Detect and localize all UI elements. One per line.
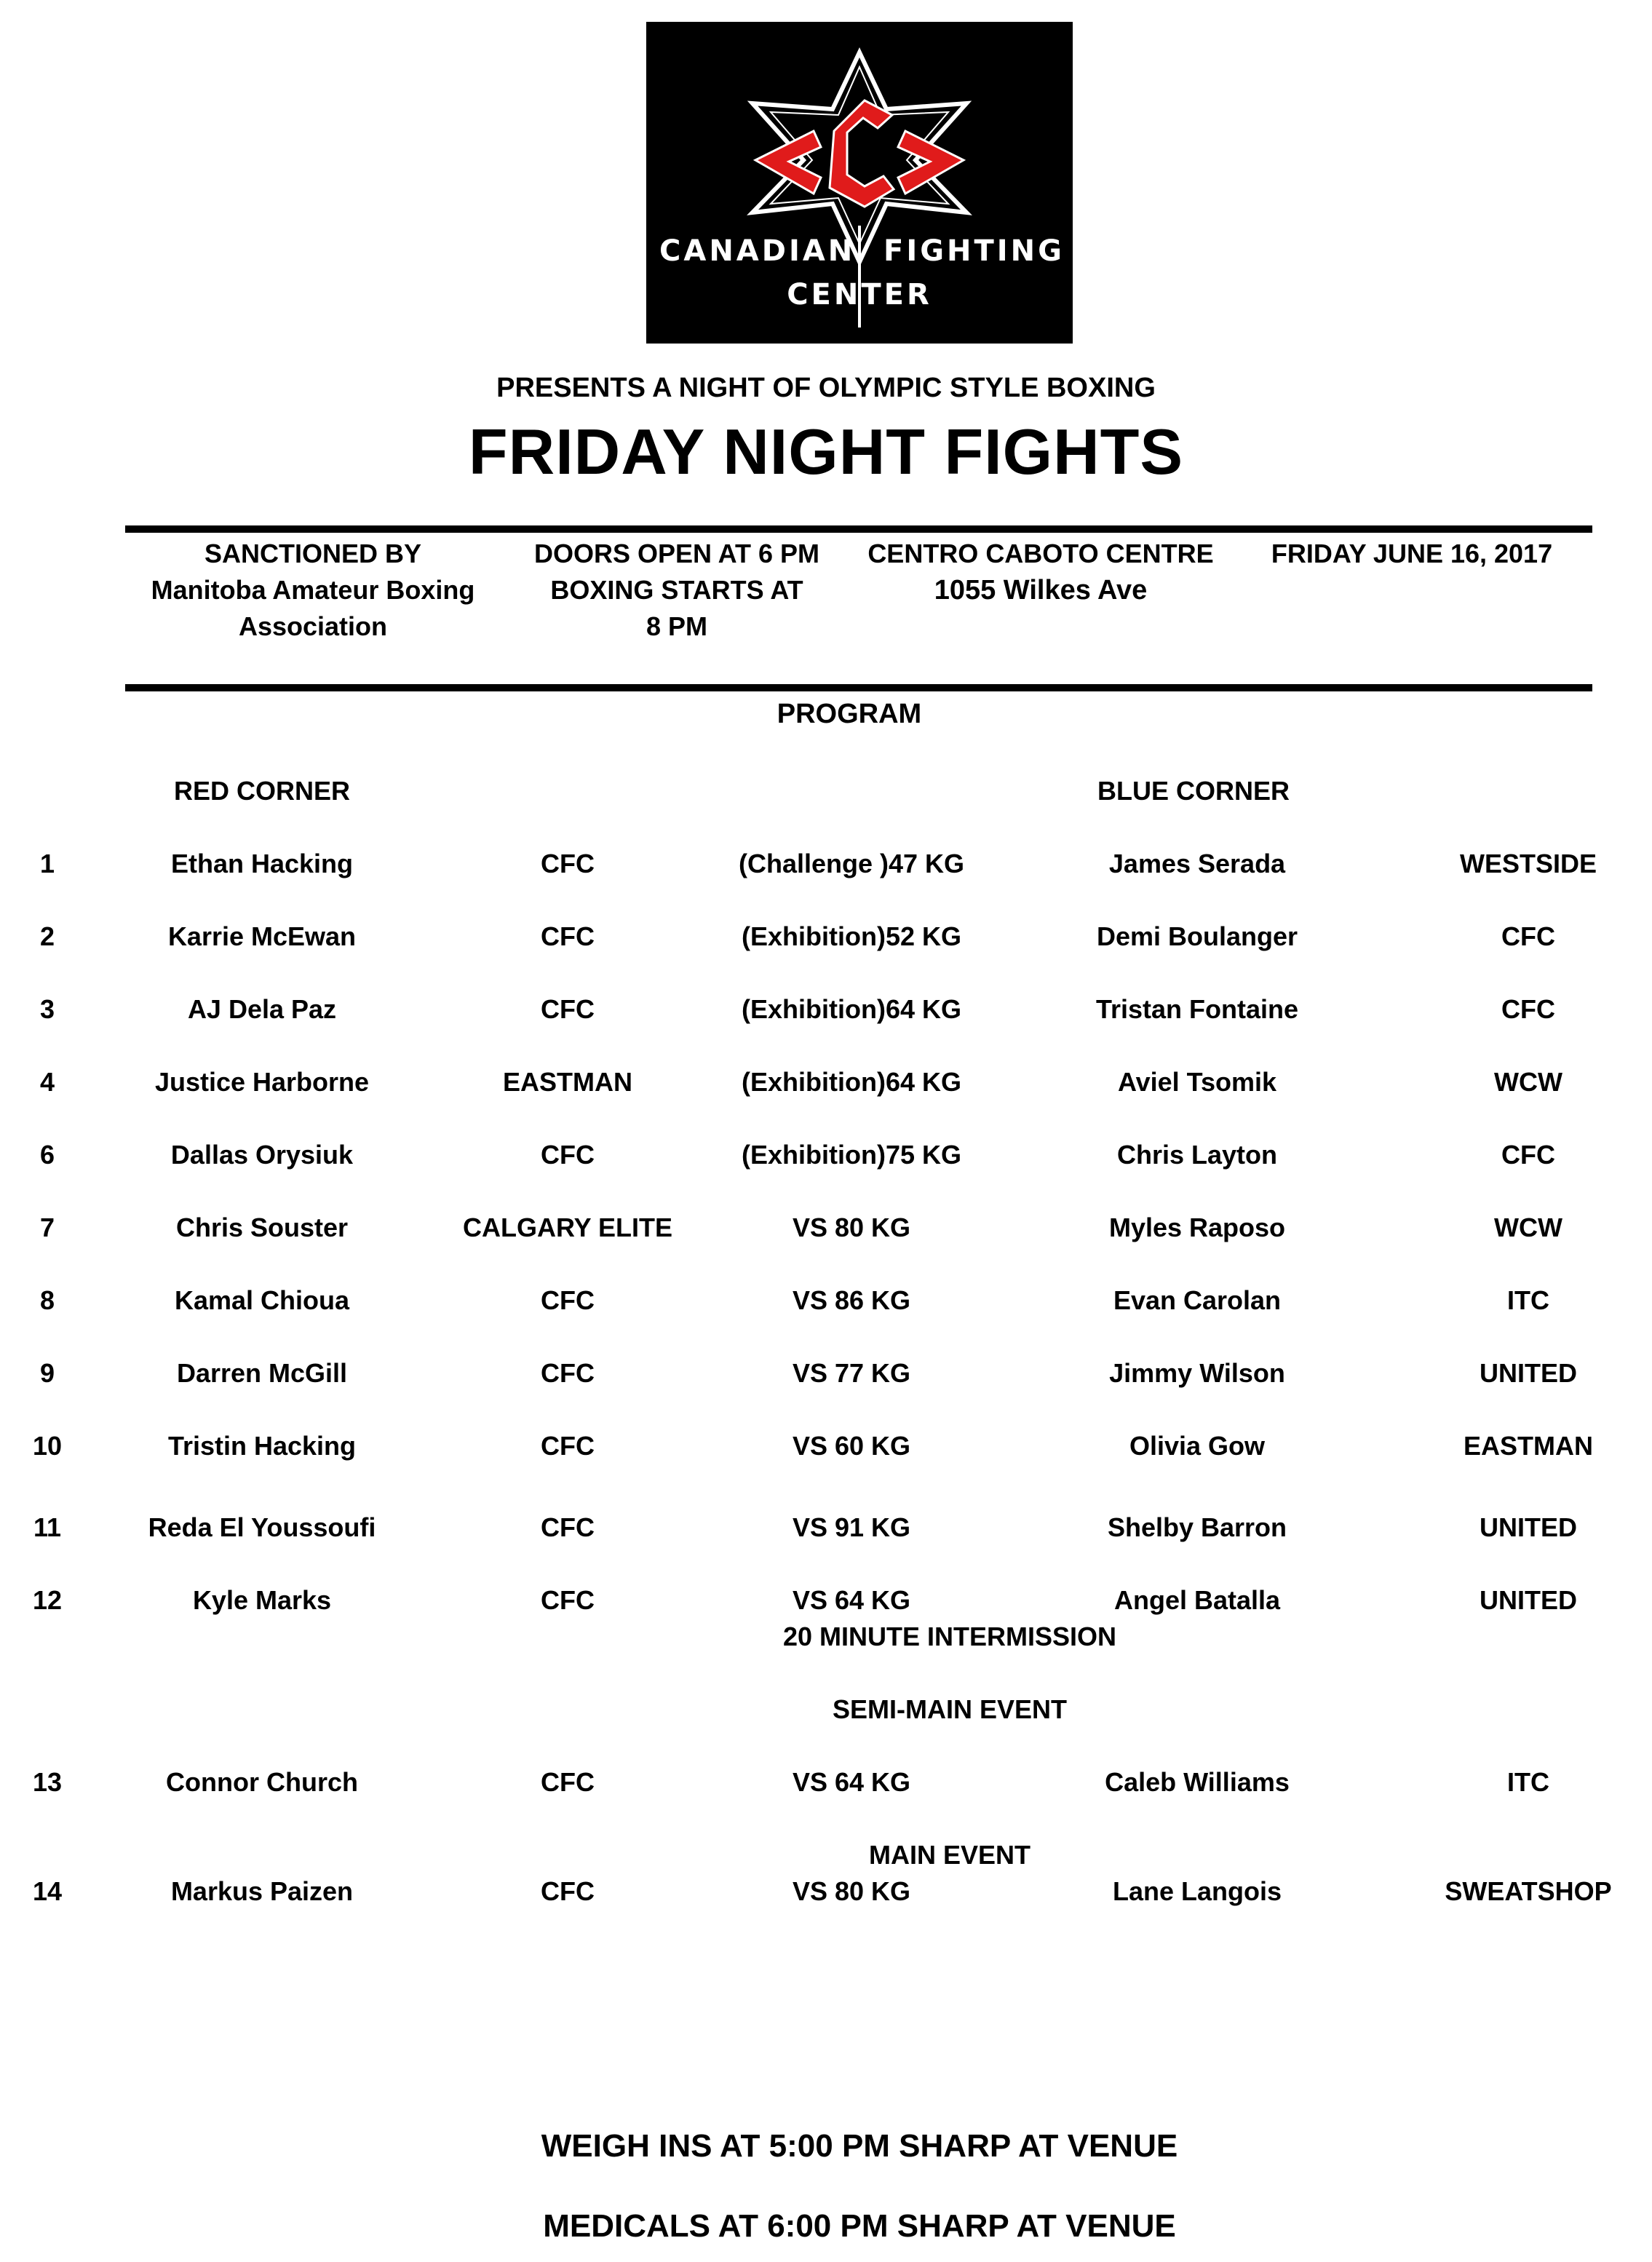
- bout-row: [0, 1213, 1652, 1249]
- bout-row: [0, 1358, 1652, 1394]
- bout-number: 14: [32, 1876, 63, 1906]
- red-fighter: Kamal Chioua: [174, 1285, 350, 1315]
- bout-number: 6: [39, 1140, 55, 1170]
- red-club: CFC: [541, 1358, 595, 1388]
- bout-weight: VS 64 KG: [792, 1767, 911, 1797]
- red-fighter: Kyle Marks: [192, 1585, 332, 1615]
- bout-row: [0, 849, 1652, 885]
- bout-weight: VS 60 KG: [792, 1431, 911, 1461]
- bout-number: 10: [32, 1431, 63, 1461]
- venue-name: CENTRO CABOTO CENTRE: [867, 539, 1214, 568]
- red-fighter: Dallas Orysiuk: [170, 1140, 354, 1170]
- red-fighter: Markus Paizen: [170, 1876, 354, 1906]
- bout-number: 12: [32, 1585, 63, 1615]
- bout-number: 11: [33, 1512, 62, 1542]
- bout-row: [0, 994, 1652, 1031]
- bout-number: 8: [39, 1285, 55, 1315]
- blue-club: WCW: [1494, 1213, 1562, 1242]
- main-event-label: MAIN EVENT: [868, 1840, 1030, 1870]
- sanctioned-line-3: Association: [238, 611, 388, 641]
- blue-club: UNITED: [1480, 1358, 1577, 1388]
- red-club: CFC: [541, 1140, 595, 1170]
- weigh-ins-note: WEIGH INS AT 5:00 PM SHARP AT VENUE: [541, 2128, 1178, 2164]
- blue-fighter: Caleb Williams: [1105, 1767, 1290, 1797]
- bout-weight: (Exhibition)64 KG: [741, 994, 961, 1024]
- top-divider: [125, 525, 1592, 533]
- blue-club: CFC: [1501, 994, 1555, 1024]
- blue-club: ITC: [1507, 1767, 1549, 1797]
- bout-row: [0, 1585, 1652, 1622]
- red-club: CFC: [541, 1767, 595, 1797]
- bout-row: [0, 1140, 1652, 1176]
- bout-weight: VS 64 KG: [792, 1585, 911, 1615]
- semi-main-row: [0, 1767, 1652, 1803]
- red-club: CFC: [541, 921, 595, 951]
- blue-fighter: Myles Raposo: [1108, 1213, 1286, 1242]
- red-fighter: Connor Church: [166, 1767, 358, 1797]
- program-heading: PROGRAM: [777, 699, 922, 729]
- blue-club: CFC: [1501, 921, 1555, 951]
- venue-address: 1055 Wilkes Ave: [934, 575, 1148, 606]
- red-fighter: Darren McGill: [176, 1358, 348, 1388]
- red-fighter: Ethan Hacking: [170, 849, 354, 878]
- bout-row: [0, 921, 1652, 958]
- bout-row: [0, 1431, 1652, 1467]
- doors-block: [509, 536, 844, 645]
- doors-line-1: DOORS OPEN AT 6 PM: [533, 539, 820, 568]
- doors-line-3: 8 PM: [646, 611, 708, 641]
- bout-weight: (Challenge )47 KG: [738, 849, 965, 878]
- bout-number: 7: [39, 1213, 55, 1242]
- bout-number: 4: [39, 1067, 55, 1097]
- bout-weight: VS 77 KG: [792, 1358, 911, 1388]
- logo-text-fighting: FIGHTING: [883, 234, 1065, 268]
- red-club: CFC: [541, 1876, 595, 1906]
- blue-club: SWEATSHOP: [1445, 1876, 1612, 1906]
- event-date: FRIDAY JUNE 16, 2017: [1271, 539, 1553, 568]
- blue-fighter: Angel Batalla: [1113, 1585, 1281, 1615]
- blue-fighter: James Serada: [1108, 849, 1286, 878]
- blue-fighter: Olivia Gow: [1129, 1431, 1266, 1461]
- sanctioned-line-2: Manitoba Amateur Boxing: [151, 575, 475, 605]
- blue-club: WESTSIDE: [1459, 849, 1597, 878]
- blue-fighter: Lane Langois: [1112, 1876, 1282, 1906]
- blue-club: WCW: [1494, 1067, 1562, 1097]
- red-fighter: Chris Souster: [175, 1213, 349, 1242]
- bout-number: 13: [32, 1767, 63, 1797]
- red-fighter: Reda El Youssoufi: [148, 1512, 376, 1542]
- bottom-divider: [125, 684, 1592, 691]
- red-club: CFC: [541, 1431, 595, 1461]
- medicals-note: MEDICALS AT 6:00 PM SHARP AT VENUE: [543, 2208, 1176, 2244]
- red-club: CFC: [541, 994, 595, 1024]
- red-fighter: AJ Dela Paz: [187, 994, 337, 1024]
- sanctioned-line-1: SANCTIONED BY: [204, 539, 422, 568]
- blue-fighter: Demi Boulanger: [1096, 921, 1298, 951]
- semi-main-label: SEMI-MAIN EVENT: [832, 1694, 1067, 1724]
- bout-number: 9: [39, 1358, 55, 1388]
- main-event-row: [0, 1876, 1652, 1913]
- sanctioned-block: [124, 536, 502, 645]
- bout-number: 3: [39, 994, 55, 1024]
- doors-line-2: BOXING STARTS AT: [550, 575, 803, 605]
- red-fighter: Tristin Hacking: [167, 1431, 357, 1461]
- red-club: CALGARY ELITE: [462, 1213, 673, 1242]
- red-club: CFC: [541, 849, 595, 878]
- blue-club: ITC: [1507, 1285, 1549, 1315]
- blue-fighter: Aviel Tsomik: [1117, 1067, 1277, 1097]
- blue-club: CFC: [1501, 1140, 1555, 1170]
- bout-weight: VS 91 KG: [792, 1512, 911, 1542]
- bout-row: [0, 1285, 1652, 1322]
- presents-line: PRESENTS A NIGHT OF OLYMPIC STYLE BOXING: [496, 373, 1156, 403]
- bout-weight: (Exhibition)75 KG: [741, 1140, 961, 1170]
- bout-number: 1: [39, 849, 55, 878]
- venue-block: [859, 536, 1223, 608]
- blue-club: UNITED: [1480, 1512, 1577, 1542]
- blue-club: UNITED: [1480, 1585, 1577, 1615]
- blue-fighter: Chris Layton: [1116, 1140, 1278, 1170]
- blue-club: EASTMAN: [1464, 1431, 1593, 1461]
- bout-weight: (Exhibition)64 KG: [741, 1067, 961, 1097]
- bout-weight: VS 80 KG: [792, 1876, 911, 1906]
- blue-fighter: Shelby Barron: [1107, 1512, 1287, 1542]
- red-club: CFC: [541, 1512, 595, 1542]
- red-fighter: Justice Harborne: [154, 1067, 370, 1097]
- red-club: EASTMAN: [503, 1067, 632, 1097]
- logo-text-center: CENTER: [787, 278, 932, 311]
- red-club: CFC: [541, 1285, 595, 1315]
- bout-weight: VS 86 KG: [792, 1285, 911, 1315]
- red-club: CFC: [541, 1585, 595, 1615]
- blue-fighter: Evan Carolan: [1113, 1285, 1282, 1315]
- bout-number: 2: [39, 921, 55, 951]
- red-fighter: Karrie McEwan: [167, 921, 357, 951]
- bout-weight: VS 80 KG: [792, 1213, 911, 1242]
- intermission-note: 20 MINUTE INTERMISSION: [782, 1622, 1117, 1651]
- page-title: FRIDAY NIGHT FIGHTS: [468, 416, 1184, 488]
- red-corner-heading: RED CORNER: [173, 776, 350, 806]
- bout-row: [0, 1067, 1652, 1103]
- logo-text-canadian: CANADIAN: [659, 234, 856, 268]
- blue-fighter: Tristan Fontaine: [1095, 994, 1299, 1024]
- blue-fighter: Jimmy Wilson: [1109, 1358, 1285, 1388]
- blue-corner-heading: BLUE CORNER: [1097, 776, 1290, 806]
- bout-weight: (Exhibition)52 KG: [741, 921, 961, 951]
- cfc-logo: [646, 22, 1073, 344]
- bout-row: [0, 1512, 1652, 1549]
